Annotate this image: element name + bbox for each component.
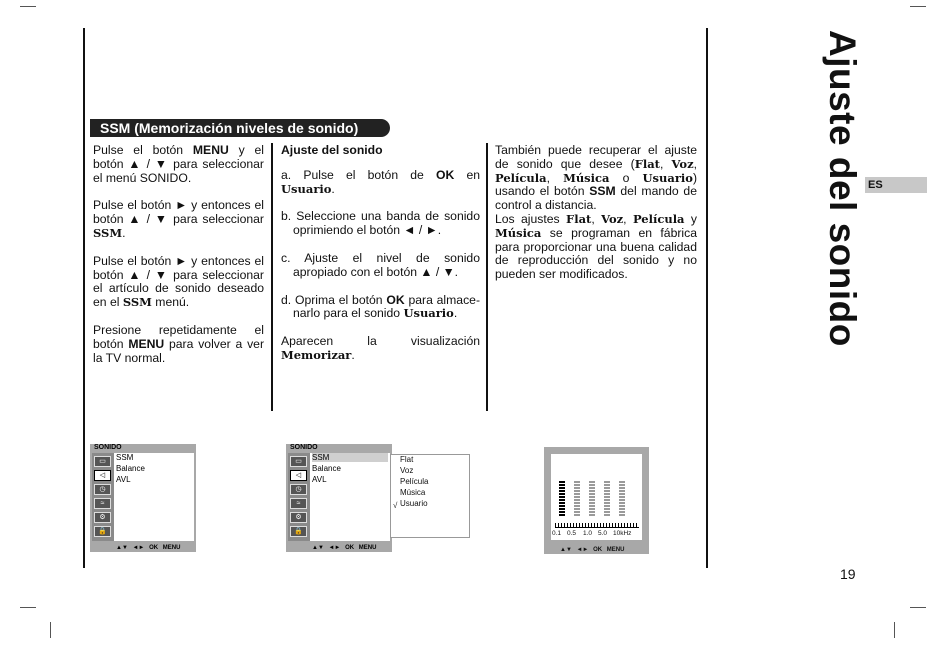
eq-bar-segment — [604, 481, 610, 483]
eq-bar-segment — [604, 487, 610, 489]
option-icon: ⚙ — [94, 512, 111, 523]
column-1 — [93, 144, 264, 379]
submenu-item-usuario[interactable]: Usuario — [400, 499, 428, 508]
eq-axis — [555, 527, 639, 528]
eq-bar-segment — [574, 502, 580, 504]
subheading: Ajuste del sonido — [281, 143, 383, 157]
eq-bar-segment — [619, 514, 625, 516]
eq-bar-segment — [589, 493, 595, 495]
paragraph: Pulse el botón ► y entonces el botón ▲ / ▼ para seleccionar el artículo de sonido deseado en el SSM menú. — [93, 253, 264, 310]
eq-bar-segment — [589, 481, 595, 483]
eq-band-label: 0.5 — [567, 530, 577, 537]
submenu-item-voz[interactable]: Voz — [400, 466, 414, 475]
osd-panel — [310, 453, 390, 541]
eq-band-label: 0.1 — [552, 530, 562, 537]
eq-bar-segment — [604, 502, 610, 504]
osd-icon-column — [92, 453, 114, 541]
eq-bar-segment — [619, 499, 625, 501]
setup-icon: ≈ — [94, 498, 111, 509]
eq-band-label: 5.0 — [598, 530, 608, 537]
eq-bar-segment — [559, 505, 565, 507]
eq-bar-segment — [574, 514, 580, 516]
column-divider — [486, 143, 488, 411]
eq-bar-segment — [619, 490, 625, 492]
eq-bar-segment — [604, 508, 610, 510]
menu-item-avl[interactable]: AVL — [116, 475, 131, 484]
eq-band-bar[interactable] — [559, 481, 565, 517]
eq-bar-segment — [604, 484, 610, 486]
eq-bar-segment — [574, 505, 580, 507]
crop-mark — [20, 6, 36, 7]
eq-band-label: 10kHz — [613, 530, 632, 537]
page-number: 19 — [840, 566, 856, 582]
eq-band-bar[interactable] — [619, 481, 625, 517]
menu-item-balance[interactable]: Balance — [312, 464, 341, 473]
eq-bar-segment — [589, 505, 595, 507]
column-2 — [281, 144, 480, 377]
eq-bar-segment — [574, 508, 580, 510]
crop-mark — [910, 6, 926, 7]
eq-bar-segment — [619, 511, 625, 513]
column-3 — [495, 144, 697, 296]
eq-bar-segment — [604, 496, 610, 498]
menu-item-ssm[interactable]: SSM — [312, 453, 388, 462]
setup-icon: ≈ — [290, 498, 307, 509]
picture-icon: ▭ — [94, 456, 111, 467]
eq-bar-segment — [559, 499, 565, 501]
step-a: a. Pulse el botón de OK en Usuario. — [281, 167, 480, 196]
speaker-icon: ◁ — [94, 470, 111, 481]
eq-bar-segment — [559, 493, 565, 495]
eq-bar-segment — [559, 481, 565, 483]
eq-bar-segment — [589, 487, 595, 489]
paragraph: También puede recuperar el ajuste de sonido que desee (Flat, Voz, Película, Música o Usuario) usando el botón SSM del mando de control a distancia. — [495, 143, 697, 213]
eq-bar-segment — [619, 496, 625, 498]
eq-band-label: 1.0 — [583, 530, 593, 537]
eq-band-bar[interactable] — [589, 481, 595, 517]
equalizer-panel — [551, 454, 642, 540]
step-c: c. Ajuste el nivel de sonido apropiado con el botón ▲ / ▼. — [281, 250, 480, 279]
eq-bar-segment — [619, 484, 625, 486]
eq-bar-segment — [604, 490, 610, 492]
eq-bar-segment — [589, 499, 595, 501]
eq-bar-segment — [619, 481, 625, 483]
osd-icon-column — [288, 453, 310, 541]
paragraph: Pulse el botón MENU y el botón ▲ / ▼ para seleccionar el menú SONIDO. — [93, 143, 264, 185]
menu-item-ssm[interactable]: SSM — [116, 453, 134, 462]
eq-bar-segment — [574, 481, 580, 483]
crop-mark — [894, 622, 895, 638]
eq-bar-segment — [589, 511, 595, 513]
eq-bar-segment — [619, 505, 625, 507]
eq-bar-segment — [574, 490, 580, 492]
step-d: d. Oprima el botón OK para almace-narlo para el sonido Usuario. — [281, 292, 481, 321]
eq-bar-segment — [559, 484, 565, 486]
osd-title: SONIDO — [290, 444, 318, 451]
section-heading: SSM (Memorización niveles de sonido) — [90, 119, 390, 137]
crop-mark — [910, 607, 926, 608]
eq-bar-segment — [574, 499, 580, 501]
lock-icon: 🔒 — [94, 526, 111, 537]
eq-bar-segment — [589, 490, 595, 492]
osd-footer: ▲▼ ◄► OK MENU — [116, 545, 181, 551]
eq-bar-segment — [559, 496, 565, 498]
osd-footer: ▲▼ ◄► OK MENU — [560, 547, 625, 553]
eq-bar-segment — [619, 508, 625, 510]
eq-bar-segment — [604, 499, 610, 501]
eq-bar-segment — [574, 487, 580, 489]
menu-item-avl[interactable]: AVL — [312, 475, 327, 484]
equalizer-screen — [544, 447, 649, 554]
ssm-submenu — [390, 454, 470, 538]
eq-bar-segment — [574, 484, 580, 486]
clock-icon: ◷ — [94, 484, 111, 495]
eq-bar-segment — [559, 508, 565, 510]
eq-bar-segment — [589, 514, 595, 516]
eq-bar-segment — [604, 493, 610, 495]
clock-icon: ◷ — [290, 484, 307, 495]
checkmark-icon: √ — [393, 501, 398, 510]
eq-bar-segment — [559, 502, 565, 504]
eq-bar-segment — [619, 493, 625, 495]
paragraph: Pulse el botón ► y entonces el botón ▲ / ▼ para seleccionar SSM. — [93, 198, 264, 240]
eq-bar-segment — [559, 511, 565, 513]
eq-bar-segment — [559, 514, 565, 516]
submenu-item-musica[interactable]: Música — [400, 488, 426, 497]
eq-bar-segment — [589, 496, 595, 498]
osd-title: SONIDO — [94, 444, 122, 451]
eq-bar-segment — [589, 502, 595, 504]
eq-bar-segment — [574, 511, 580, 513]
language-tab: ES — [865, 177, 927, 193]
eq-bar-segment — [589, 508, 595, 510]
eq-bar-segment — [589, 484, 595, 486]
eq-bar-segment — [604, 514, 610, 516]
submenu-item-flat[interactable]: Flat — [400, 455, 414, 464]
eq-bar-segment — [619, 502, 625, 504]
picture-icon: ▭ — [290, 456, 307, 467]
eq-band-bar[interactable] — [574, 481, 580, 517]
step-b: b. Seleccione una banda de sonido oprimiendo el botón ◄ / ►. — [281, 209, 480, 238]
option-icon: ⚙ — [290, 512, 307, 523]
speaker-icon: ◁ — [290, 470, 307, 481]
left-rule — [83, 28, 85, 568]
eq-bar-segment — [574, 496, 580, 498]
eq-band-bar[interactable] — [604, 481, 610, 517]
page-title: Ajuste del sonido — [822, 30, 863, 347]
osd-panel — [114, 453, 194, 541]
eq-bar-segment — [619, 487, 625, 489]
menu-item-balance[interactable]: Balance — [116, 464, 145, 473]
lock-icon: 🔒 — [290, 526, 307, 537]
eq-bar-segment — [559, 490, 565, 492]
osd-footer: ▲▼ ◄► OK MENU — [312, 545, 377, 551]
osd-sonido-menu-ssm — [286, 444, 392, 552]
right-rule — [706, 28, 708, 568]
eq-bar-segment — [604, 505, 610, 507]
submenu-item-pelicula[interactable]: Película — [400, 477, 429, 486]
crop-mark — [20, 607, 36, 608]
crop-mark — [50, 622, 51, 638]
eq-bar-segment — [574, 493, 580, 495]
eq-bar-segment — [559, 487, 565, 489]
paragraph: Presione repetidamente el botón MENU para volver a ver la TV normal. — [93, 322, 265, 365]
eq-bar-segment — [604, 511, 610, 513]
step-note: Aparecen la visualización Memorizar. — [281, 334, 480, 362]
column-divider — [271, 143, 273, 411]
paragraph: Los ajustes Flat, Voz, Película y Música se programan en fábrica para proporcionar una buena calidad de reproducción del sonido y no pueden ser modificados. — [495, 211, 697, 282]
osd-sonido-menu — [90, 444, 196, 552]
